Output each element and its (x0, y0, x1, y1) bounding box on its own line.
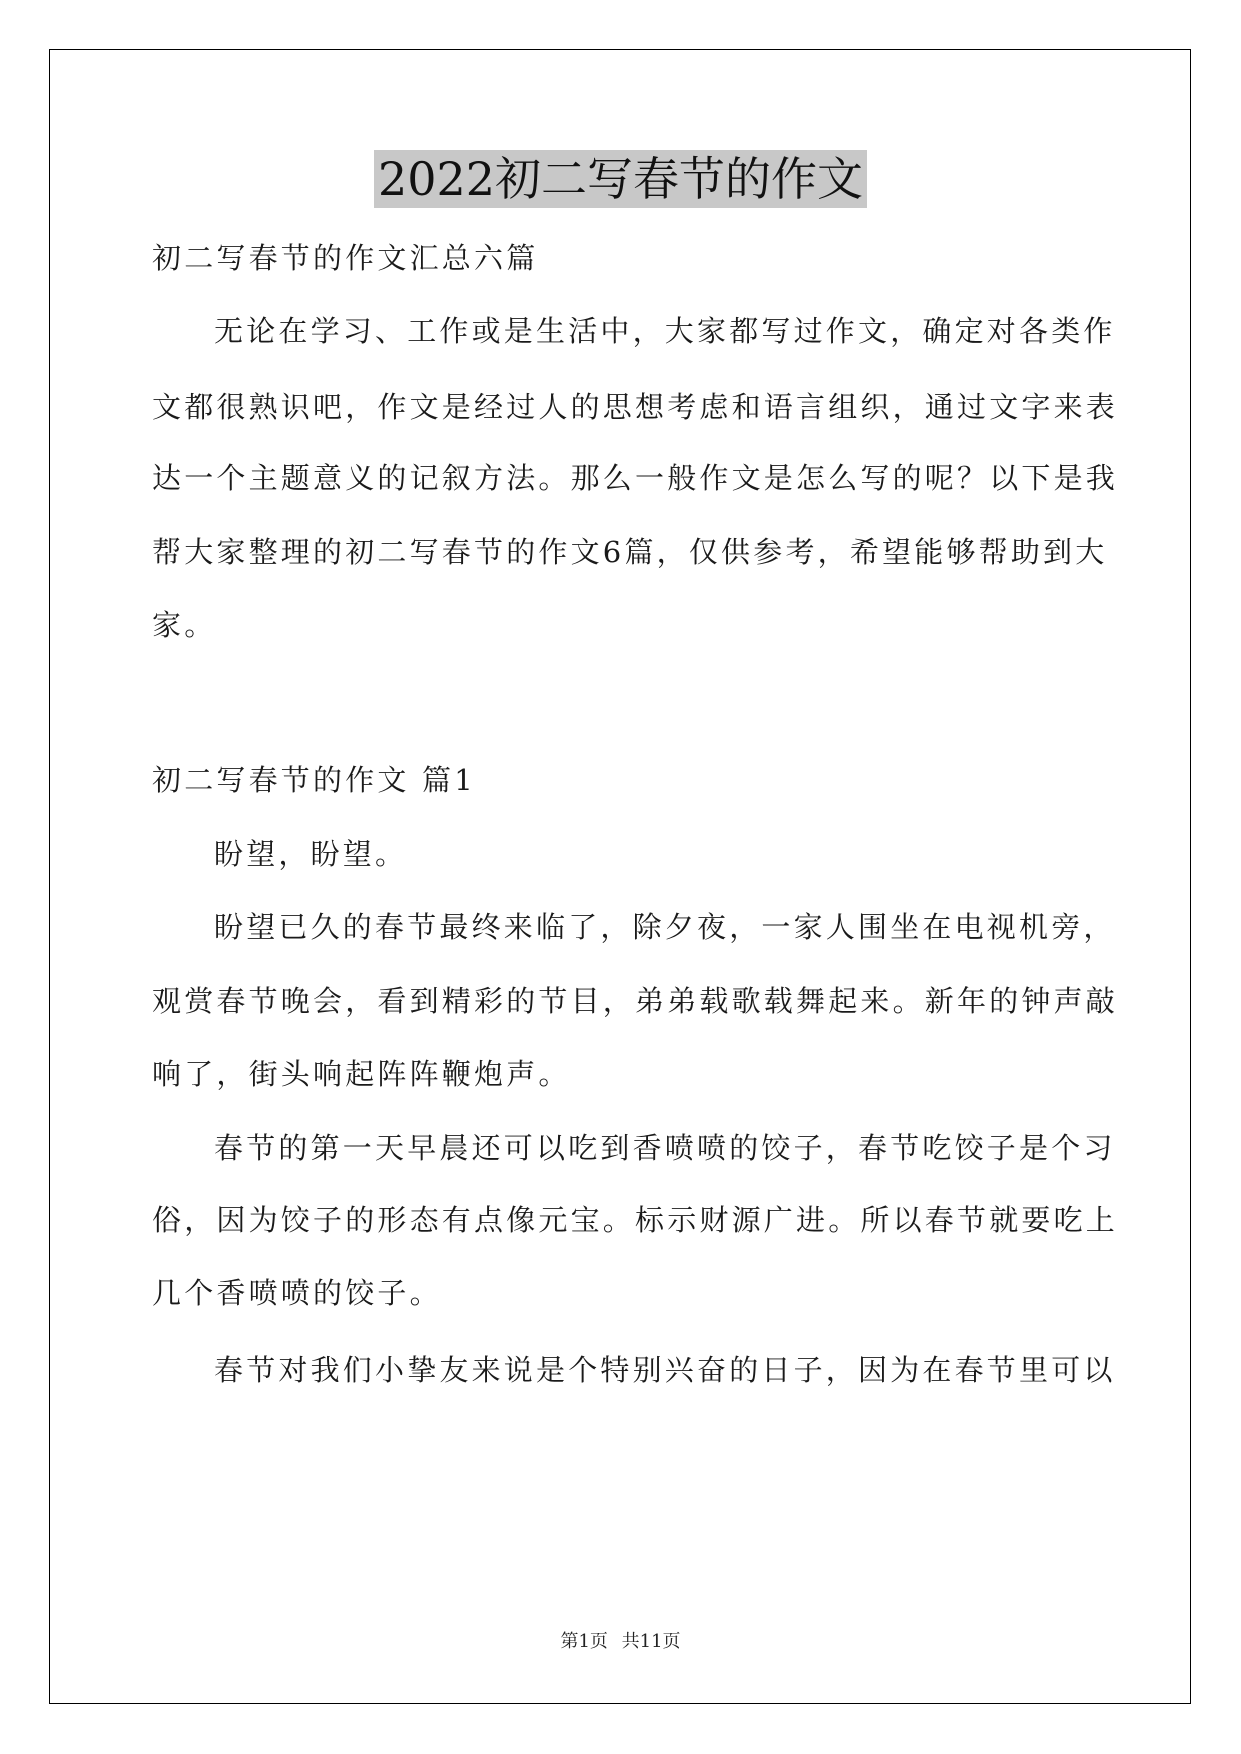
section-line: 春节对我们小挚友来说是个特别兴奋的日子，因为在春节里可以 (214, 1353, 1116, 1387)
section-line: 响了，街头响起阵阵鞭炮声。 (152, 1057, 571, 1091)
intro-line: 无论在学习、工作或是生活中，大家都写过作文，确定对各类作 (214, 314, 1116, 348)
section-heading: 初二写春节的作文 篇1 (152, 763, 476, 797)
section-line: 俗，因为饺子的形态有点像元宝。标示财源广进。所以春节就要吃上 (152, 1203, 1119, 1237)
page-total: 共11页 (621, 1631, 681, 1652)
intro-line: 家。 (152, 608, 217, 642)
section-line: 盼望，盼望。 (214, 837, 408, 871)
intro-line: 帮大家整理的初二写春节的作文6篇，仅供参考，希望能够帮助到大 (152, 535, 1108, 569)
document-subtitle: 初二写春节的作文汇总六篇 (152, 241, 539, 275)
title-container (0, 150, 1241, 208)
section-line: 春节的第一天早晨还可以吃到香喷喷的饺子，春节吃饺子是个习 (214, 1131, 1116, 1165)
intro-line: 达一个主题意义的记叙方法。那么一般作文是怎么写的呢？以下是我 (152, 461, 1119, 495)
intro-line: 文都很熟识吧，作文是经过人的思想考虑和语言组织，通过文字来表 (152, 390, 1119, 424)
page-border (49, 49, 1191, 1704)
section-line: 几个香喷喷的饺子。 (152, 1276, 442, 1310)
page-number: 第1页 (560, 1631, 608, 1652)
document-title: 2022初二写春节的作文 (374, 150, 867, 208)
section-line: 观赏春节晚会，看到精彩的节目，弟弟载歌载舞起来。新年的钟声敲 (152, 984, 1119, 1018)
page-footer (0, 1627, 1241, 1653)
section-line: 盼望已久的春节最终来临了，除夕夜，一家人围坐在电视机旁， (214, 910, 1116, 944)
